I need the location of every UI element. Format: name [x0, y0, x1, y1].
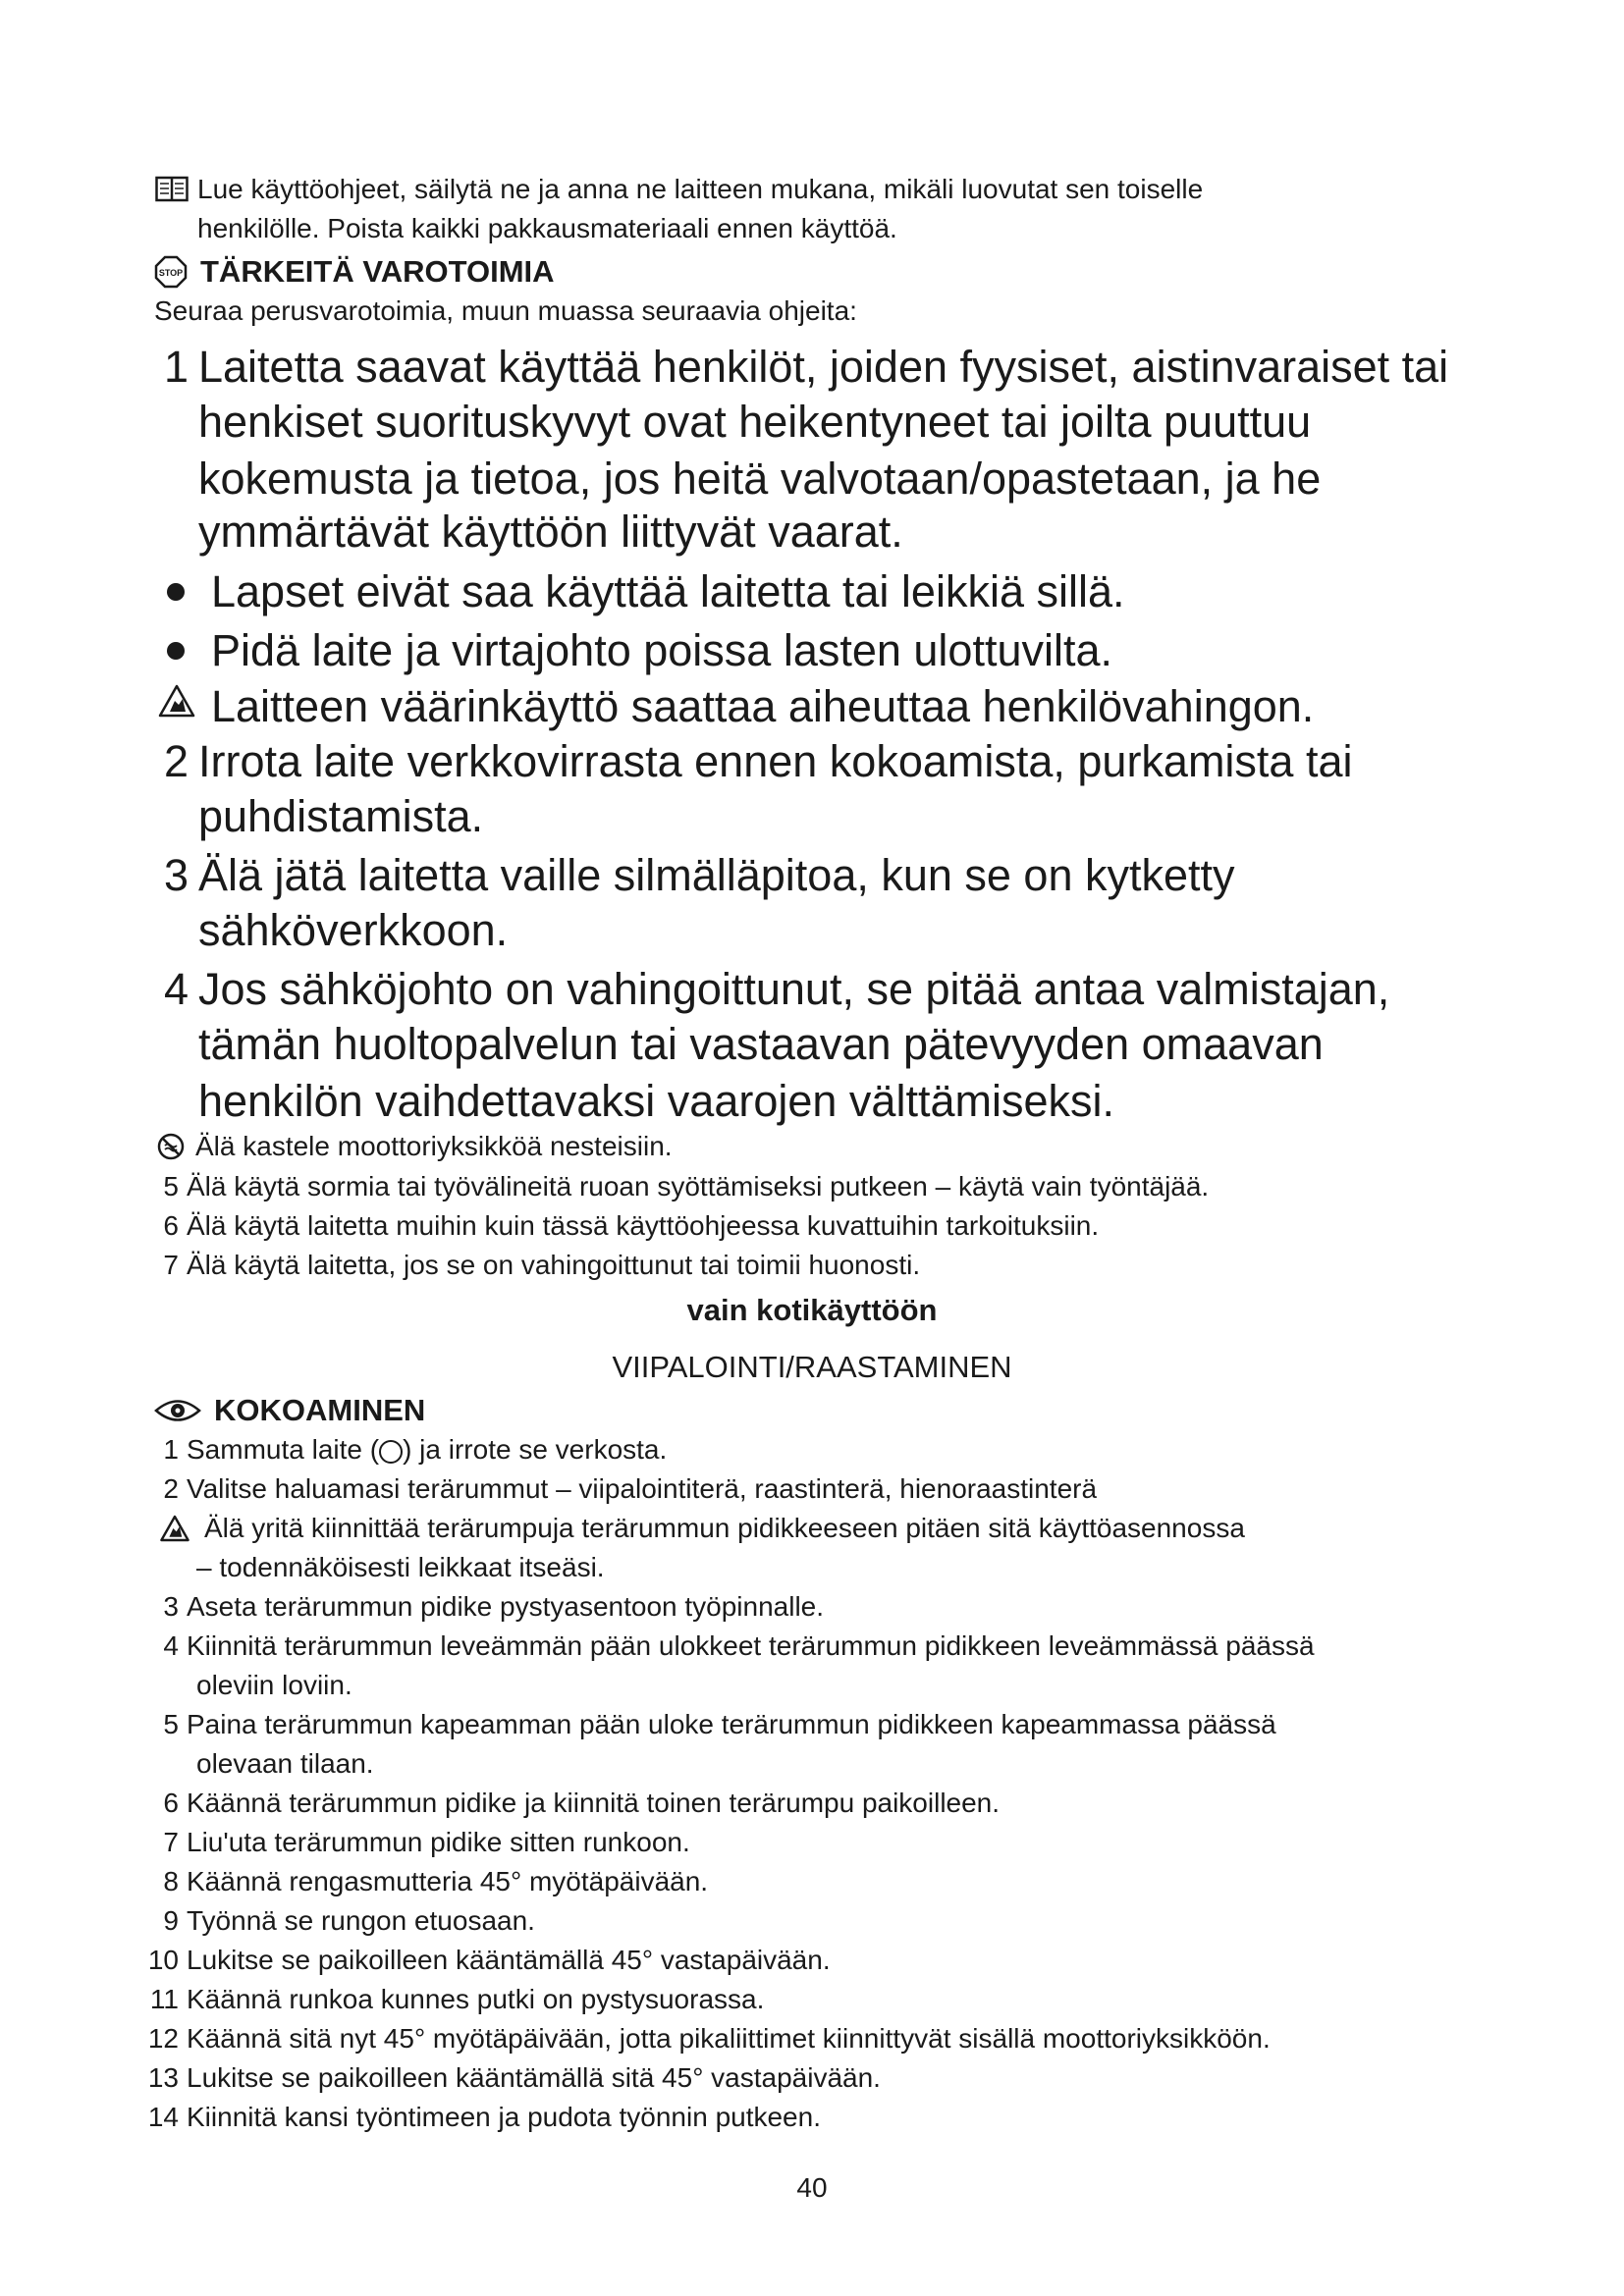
item-2-line-2: puhdistamista. [198, 791, 484, 841]
power-off-icon [379, 1440, 403, 1464]
step-6-number: 6 [163, 1788, 179, 1818]
step-7-text: Liu'uta terärummun pidike sitten runkoon. [187, 1827, 690, 1857]
item-7-text: Älä käytä laitetta, jos se on vahingoittunut tai toimii huonosti. [187, 1250, 921, 1280]
step-3-text: Aseta terärummun pidike pystyasentoon työpinnalle. [187, 1591, 825, 1622]
item-6-number: 6 [163, 1210, 179, 1241]
warning-misuse: Laitteen väärinkäyttö saattaa aiheuttaa henkilövahingon. [211, 681, 1315, 731]
bullet-1: Lapset eivät saa käyttää laitetta tai leikkiä sillä. [211, 566, 1125, 616]
step-2-text: Valitse haluamasi terärummut – viipalointiterä, raastinterä, hienoraastinterä [187, 1473, 1098, 1504]
item-6-text: Älä käytä laitetta muihin kuin tässä käyttöohjeessa kuvattuihin tarkoituksiin. [187, 1210, 1100, 1241]
item-1-line-1: Laitetta saavat käyttää henkilöt, joiden fyysiset, aistinvaraiset tai [198, 342, 1449, 392]
eye-icon [153, 1396, 202, 1425]
bullet-icon [167, 583, 185, 601]
step-1-text: Sammuta laite ( ) ja irrote se verkosta. [187, 1434, 668, 1465]
stop-icon-text: STOP [158, 268, 184, 278]
intro-line-1: Lue käyttöohjeet, säilytä ne ja anna ne laitteen mukana, mikäli luovutat sen toiselle [197, 174, 1204, 204]
section-title: VIIPALOINTI/RAASTAMINEN [612, 1350, 1012, 1384]
step-13-text: Lukitse se paikoilleen kääntämällä sitä 45° vastapäivään. [187, 2062, 881, 2093]
item-1-line-4: ymmärtävät käyttöön liittyvät vaarat. [198, 507, 903, 557]
step-12-text: Käännä sitä nyt 45° myötäpäivään, jotta pikaliittimet kiinnittyvät sisällä moottoriyksikköön. [187, 2023, 1271, 2054]
step-9-number: 9 [163, 1905, 179, 1936]
step-10-number: 10 [147, 1945, 179, 1975]
item-1-line-3: kokemusta ja tietoa, jos heitä valvotaan/opastetaan, ja he [198, 454, 1322, 504]
step-6-text: Käännä terärummun pidike ja kiinnitä toinen terärumpu paikoilleen. [187, 1788, 1001, 1818]
item-2-line-1: Irrota laite verkkovirrasta ennen kokoamista, purkamista tai [198, 736, 1353, 786]
household-note: vain kotikäyttöön [686, 1293, 938, 1327]
safety-title: TÄRKEITÄ VAROTOIMIA [200, 254, 555, 289]
bullet-2: Pidä laite ja virtajohto poissa lasten ulottuvilta. [211, 625, 1113, 675]
page-number: 40 [796, 2172, 828, 2203]
item-5-number: 5 [163, 1171, 179, 1201]
step-14-text: Kiinnitä kansi työntimeen ja pudota työnnin putkeen. [187, 2102, 821, 2132]
book-icon [155, 176, 189, 203]
item-5-text: Älä käytä sormia tai työvälineitä ruoan syöttämiseksi putkeen – käytä vain työntäjää. [187, 1171, 1210, 1201]
step-8-text: Käännä rengasmutteria 45° myötäpäivään. [187, 1866, 709, 1896]
assembly-warning-line-1: Älä yritä kiinnittää terärumpuja terärummun pidikkeeseen pitäen sitä käyttöasennossa [204, 1513, 1245, 1543]
step-1-number: 1 [163, 1434, 179, 1465]
bullet-icon [167, 642, 185, 660]
item-3-line-1: Älä jätä laitetta vaille silmälläpitoa, kun se on kytketty [198, 850, 1235, 900]
no-water-text: Älä kastele moottoriyksikköä nesteisiin. [195, 1131, 673, 1161]
no-water-icon [157, 1133, 185, 1160]
item-4-line-2: tämän huoltopalvelun tai vastaavan pätevyyden omaavan [198, 1019, 1324, 1069]
step-5-number: 5 [163, 1709, 179, 1739]
item-3-number: 3 [163, 850, 189, 900]
step-2-number: 2 [163, 1473, 179, 1504]
stop-icon [154, 255, 188, 289]
item-3-line-2: sähköverkkoon. [198, 905, 509, 955]
step-4-line-1: Kiinnitä terärummun leveämmän pään ulokkeet terärummun pidikkeen leveämmässä päässä [187, 1630, 1315, 1661]
step-12-number: 12 [147, 2023, 179, 2054]
safety-subtitle: Seuraa perusvarotoimia, muun muassa seuraavia ohjeita: [154, 295, 857, 326]
step-3-number: 3 [163, 1591, 179, 1622]
item-2-number: 2 [163, 736, 189, 786]
step-7-number: 7 [163, 1827, 179, 1857]
step-13-number: 13 [147, 2062, 179, 2093]
step-9-text: Työnnä se rungon etuosaan. [187, 1905, 535, 1936]
item-1-line-2: henkiset suorituskyvyt ovat heikentyneet tai joilta puuttuu [198, 397, 1312, 447]
step-4-line-2: oleviin loviin. [196, 1670, 352, 1700]
item-4-line-3: henkilön vaihdettavaksi vaarojen välttämiseksi. [198, 1076, 1114, 1126]
step-11-number: 11 [149, 1984, 179, 2014]
item-7-number: 7 [163, 1250, 179, 1280]
step-5-line-2: olevaan tilaan. [196, 1748, 374, 1779]
step-8-number: 8 [163, 1866, 179, 1896]
item-4-number: 4 [163, 964, 189, 1014]
intro-line-2: henkilölle. Poista kaikki pakkausmateriaali ennen käyttöä. [197, 213, 897, 243]
warning-icon [159, 1514, 190, 1543]
item-4-line-1: Jos sähköjohto on vahingoittunut, se pitää antaa valmistajan, [198, 964, 1390, 1014]
step-11-text: Käännä runkoa kunnes putki on pystysuorassa. [187, 1984, 765, 2014]
step-5-line-1: Paina terärummun kapeamman pään uloke terärummun pidikkeen kapeammassa päässä [187, 1709, 1276, 1739]
warning-icon [157, 683, 196, 719]
item-1-number: 1 [163, 342, 189, 392]
step-4-number: 4 [163, 1630, 179, 1661]
assembly-title: KOKOAMINEN [214, 1393, 426, 1427]
step-14-number: 14 [147, 2102, 179, 2132]
step-10-text: Lukitse se paikoilleen kääntämällä 45° vastapäivään. [187, 1945, 831, 1975]
assembly-warning-line-2: – todennäköisesti leikkaat itseäsi. [196, 1552, 605, 1582]
